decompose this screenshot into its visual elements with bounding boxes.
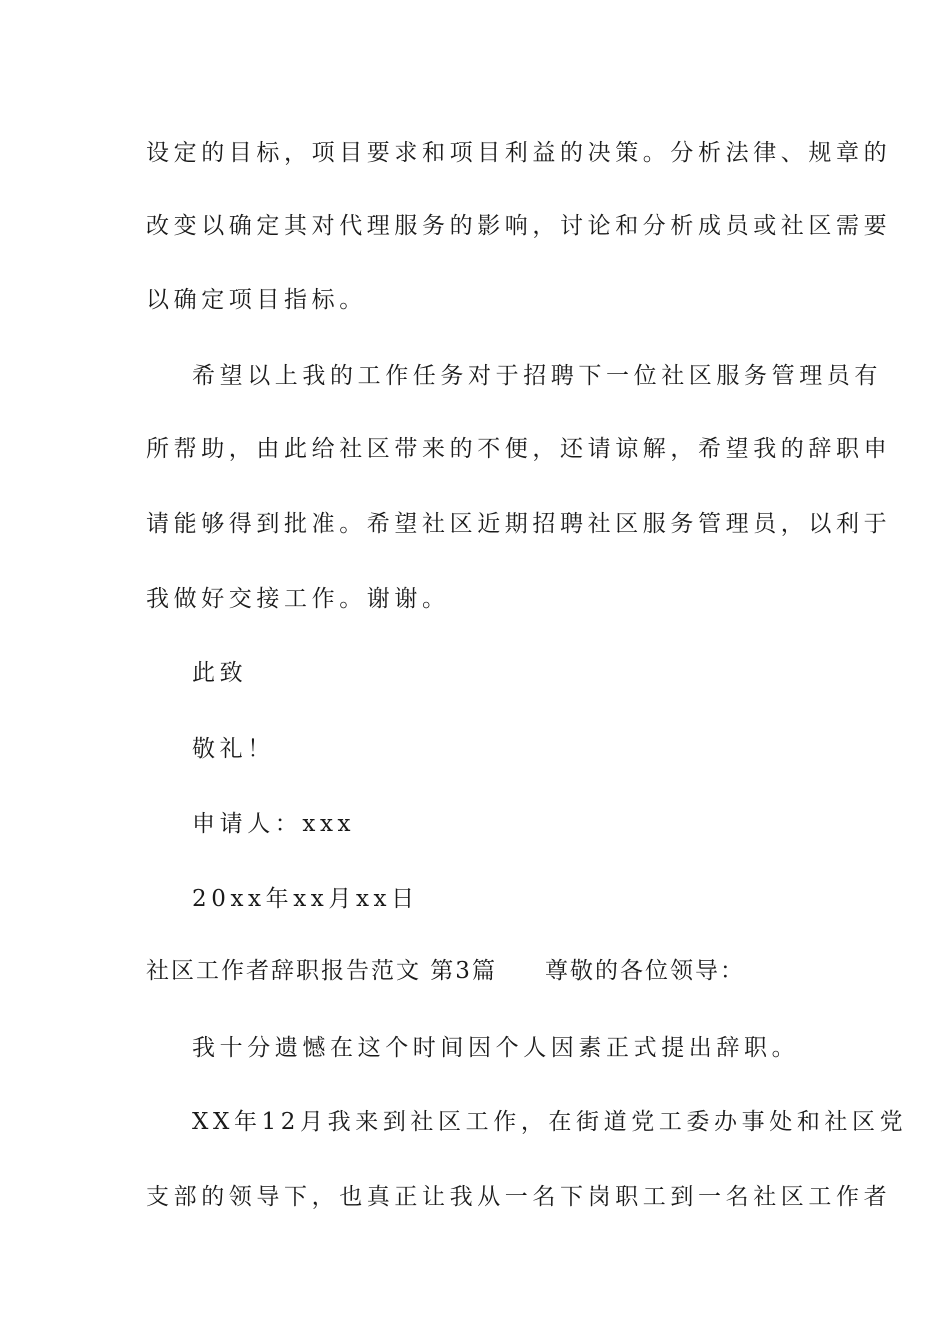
section-heading-line <box>146 955 806 987</box>
paragraph-line-5: 所帮助，由此给社区带来的不便，还请谅解，希望我的辞职申 <box>146 436 892 462</box>
body-line-1: 我十分遗憾在这个时间因个人因素正式提出辞职。 <box>192 1035 800 1061</box>
regards-line: 敬礼！ <box>192 736 275 762</box>
section-title: 社区工作者辞职报告范文 第3篇 <box>146 958 497 984</box>
date-line: 20xx年xx月xx日 <box>192 886 419 912</box>
body-line-2: XX年12月我来到社区工作，在街道党工委办事处和社区党 <box>192 1109 908 1135</box>
applicant-line: 申请人：xxx <box>192 811 356 837</box>
salutation: 尊敬的各位领导： <box>544 958 745 984</box>
paragraph-line-3: 以确定项目指标。 <box>146 287 367 313</box>
closing-line: 此致 <box>192 660 248 686</box>
paragraph-line-6: 请能够得到批准。希望社区近期招聘社区服务管理员，以利于 <box>146 511 892 537</box>
paragraph-line-2: 改变以确定其对代理服务的影响，讨论和分析成员或社区需要 <box>146 213 892 239</box>
paragraph-line-7: 我做好交接工作。谢谢。 <box>146 586 450 612</box>
paragraph-line-1: 设定的目标，项目要求和项目利益的决策。分析法律、规章的 <box>146 140 892 166</box>
body-line-3: 支部的领导下，也真正让我从一名下岗职工到一名社区工作者 <box>146 1184 892 1210</box>
paragraph-line-4: 希望以上我的工作任务对于招聘下一位社区服务管理员有 <box>192 363 882 389</box>
